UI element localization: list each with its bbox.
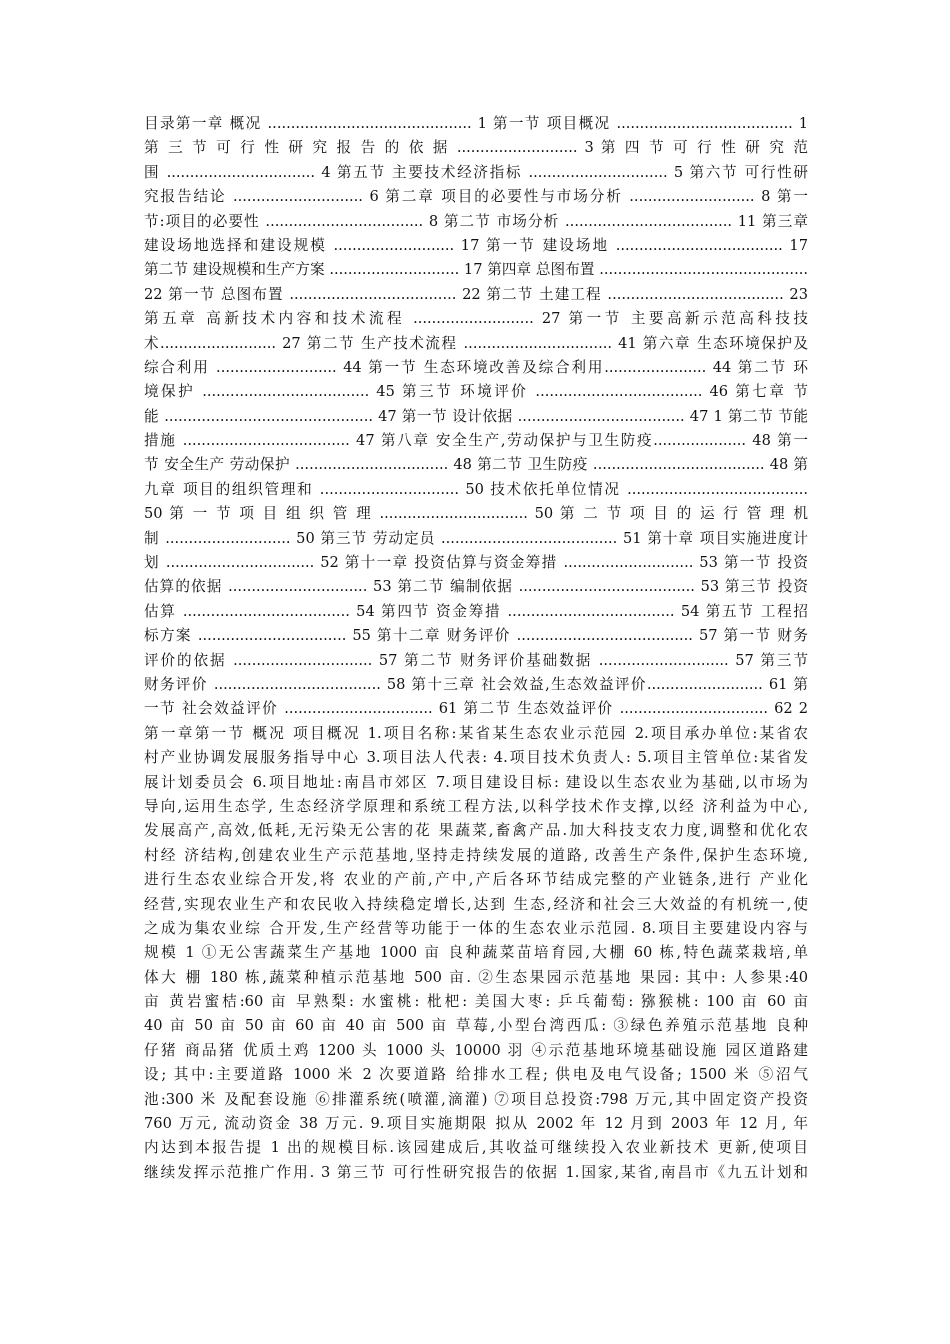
toc-line: 能 ............................................. 47 第一节 设计依据 .................................... 47 1 第二节 节能 <box>144 407 808 425</box>
toc-line: 第五章 高新技术内容和技术流程 .......................... 27 第一节 主要高新示范高科技技 <box>144 310 808 328</box>
toc-line: 措施 .................................... 47 第八章 安全生产,劳动保护与卫生防疫.................... 48 第一 <box>144 432 808 450</box>
body-text-line: 继续发挥示范推广作用. 3 第三节 可行性研究报告的依据 1.国家,某省,南昌市《九五计划和 <box>144 1163 808 1181</box>
body-text-line: 仔猪 商品猪 优质土鸡 1200 头 1000 头 10000 羽 ④示范基地环境基础设施 园区道路建 <box>144 1041 808 1059</box>
body-text-line: 设; 其中:主要道路 1000 米 2 次要道路 给排水工程; 供电及电气设备; 1500 米 ⑤沼气 <box>144 1066 808 1084</box>
body-text-line: 亩 黄岩蜜桔:60 亩 早熟梨: 水蜜桃: 枇杷: 美国大枣: 乒乓葡萄: 猕猴桃: 100 亩 60 亩 <box>144 993 808 1011</box>
toc-line: 22 第一节 总图布置 .................................... 22 第二节 土建工程 ...................................... 23 <box>144 285 808 303</box>
toc-line: 九章 项目的组织管理和 .............................. 50 技术依托单位情况 ....................................... <box>144 480 808 498</box>
body-text-line: 导向,运用生态学, 生态经济学原理和系统工程方法,以科学技术作支撑,以经 济利益为中心, <box>144 797 808 815</box>
toc-line: 第二节 建设规模和生产方案 ............................ 17 第四章 总图布置 ............................................. <box>144 261 808 279</box>
body-text-line: 40 亩 50 亩 50 亩 60 亩 40 亩 500 亩 草莓,小型台湾西瓜: ③绿色养殖示范基地 良种 <box>144 1017 808 1035</box>
body-text-line: 经营,实现农业生产和农民收入持续稳定增长,达到 生态,经济和社会三大效益的有机统一,使 <box>144 895 808 913</box>
toc-line: 划 ................................ 52 第十一章 投资估算与资金筹措 ............................ 53 第一节 投资 <box>144 554 808 572</box>
toc-line: 节 安全生产 劳动保护 ................................. 48 第二节 卫生防疫 ..................................... 48 第 <box>144 456 808 474</box>
body-text-line: 之成为集农业综 合开发,生产经营等功能于一体的生态农业示范园. 8.项目主要建设内容与 <box>144 919 808 937</box>
toc-line: 综合利用 .......................... 44 第一节 生态环境改善及综合利用...................... 44 第二节 环 <box>144 358 808 376</box>
body-text-line: 规模 1 ①无公害蔬菜生产基地 1000 亩 良种蔬菜苗培育园,大棚 60 栋,特色蔬菜栽培,单 <box>144 944 808 962</box>
toc-line: 节:项目的必要性 .................................. 8 第二节 市场分析 .................................... 11 第三章 <box>144 212 808 230</box>
toc-line: 财务评价 .................................... 58 第十三章 社会效益,生态效益评价......................... 61 第 <box>144 675 808 693</box>
toc-line: 标方案 ................................ 55 第十二章 财务评价 ...................................... 57 第一节 财务 <box>144 627 808 645</box>
toc-line: 目录第一章 概况 ............................................ 1 第一节 项目概况 ...................................... 1 <box>144 115 808 132</box>
toc-line: 第 三 节 可 行 性 研 究 报 告 的 依 据 .......................... 3 第 四 节 可 行 性 研 究 范 <box>144 139 808 157</box>
toc-line: 究报告结论 ............................ 6 第二章 项目的必要性与市场分析 ........................... 8 第一 <box>144 188 808 206</box>
toc-line: 评价的依据 .............................. 57 第二节 财务评价基础数据 ............................ 57 第三节 <box>144 651 808 669</box>
toc-line: 一节 社会效益评价 ................................ 61 第二节 生态效益评价 ................................ 62 2 <box>144 700 808 718</box>
toc-line: 建设场地选择和建设规模 .......................... 17 第一节 建设场地 .................................... 17 <box>144 236 808 254</box>
toc-line: 境保护 .................................... 45 第三节 环境评价 .................................... 46 第七章 节 <box>144 383 808 401</box>
body-text-line: 内达到本报告提 1 出的规模目标.该园建成后,其收益可继续投入农业新技术 更新,使项目 <box>144 1139 808 1157</box>
document-page <box>144 112 808 1185</box>
body-text-line: 展计划委员会 6.项目地址:南昌市郊区 7.项目建设目标: 建设以生态农业为基础,以市场为 <box>144 773 808 791</box>
body-text-line: 发展高产,高效,低耗,无污染无公害的花 果蔬菜,畜禽产品.加大科技支农力度,调整和优化农 <box>144 822 808 840</box>
toc-line: 制 ........................... 50 第三节 劳动定员 ...................................... 51 第十章 项目实施进度计 <box>144 529 808 547</box>
toc-line: 估算 .................................... 54 第四节 资金筹措 .................................... 54 第五节 工程招 <box>144 602 808 620</box>
body-text-line: 第一章第一节 概况 项目概况 1.项目名称:某省某生态农业示范园 2.项目承办单位:某省农 <box>144 724 808 742</box>
body-text-line: 村产业协调发展服务指导中心 3.项目法人代表: 4.项目技术负责人: 5.项目主管单位:某省发 <box>144 749 808 767</box>
toc-line: 围 ................................ 4 第五节 主要技术经济指标 .............................. 5 第六节 可行性研 <box>144 163 808 181</box>
toc-line: 术......................... 27 第二节 生产技术流程 ................................ 41 第六章 生态环境保护及 <box>144 334 808 352</box>
body-text-line: 池:300 米 及配套设施 ⑥排灌系统(喷灌,滴灌) ⑦项目总投资:798 万元,其中固定资产投资 <box>144 1090 808 1108</box>
toc-line: 估算的依据 .............................. 53 第二节 编制依据 ...................................... 53 第三节 投资 <box>144 578 808 596</box>
body-text-line: 体大 棚 180 栋,蔬菜种植示范基地 500 亩. ②生态果园示范基地 果园: 其中: 人参果:40 <box>144 968 808 986</box>
body-text-line: 村经 济结构,创建农业生产示范基地,坚持走持续发展的道路, 改善生产条件,保护生态环境, <box>144 846 808 864</box>
body-text-line: 进行生态农业综合开发,将 农业的产前,产中,产后各环节结成完整的产业链条,进行 产业化 <box>144 871 808 889</box>
body-text-line: 760 万元, 流动资金 38 万元. 9.项目实施期限 拟从 2002 年 12 月到 2003 年 12 月, 年 <box>144 1115 808 1133</box>
toc-line: 50 第 一 节 项 目 组 织 管 理 ................................ 50 第 二 节 项 目 的 运 行 管 理 机 <box>144 505 808 523</box>
